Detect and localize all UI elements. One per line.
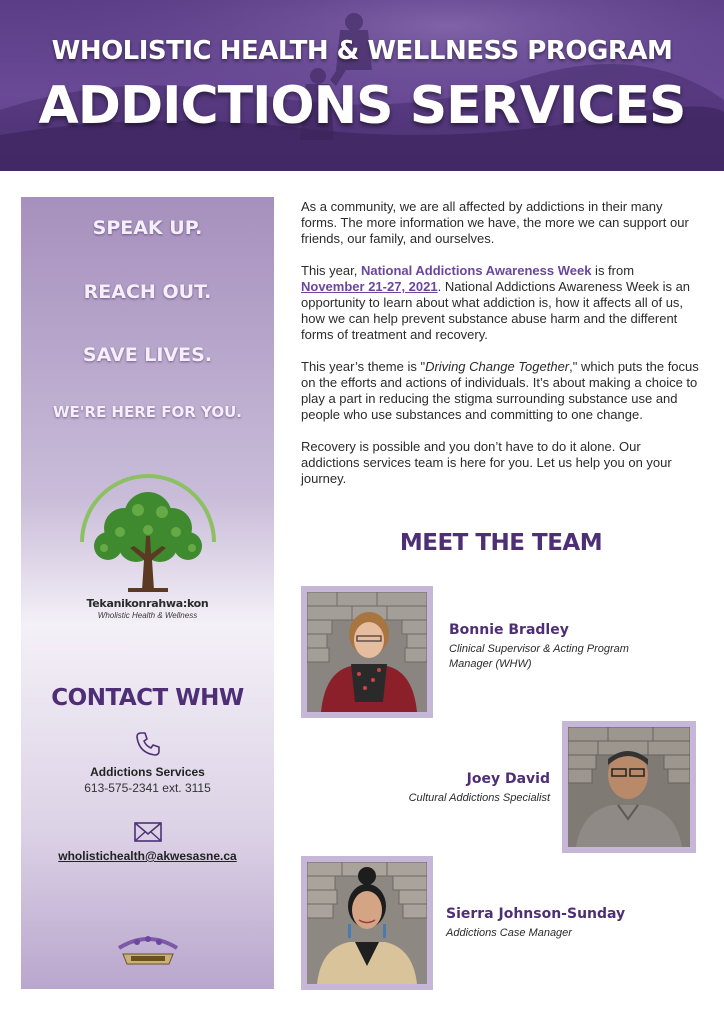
- mail-icon: [134, 822, 162, 842]
- header-subtitle: WHOLISTIC HEALTH & WELLNESS PROGRAM: [51, 36, 673, 66]
- contact-title: CONTACT WHW: [51, 685, 244, 711]
- member-role: Cultural Addictions Specialist: [408, 792, 550, 804]
- intro-text-3a: This year’s theme is ": [301, 359, 426, 374]
- slogan-reach-out: REACH OUT.: [83, 281, 212, 303]
- logo-subtitle: Wholistic Health & Wellness: [97, 611, 198, 620]
- sidebar-panel: [21, 197, 274, 989]
- member-name: Joey David: [466, 771, 550, 787]
- contact-service: Addictions Services: [90, 765, 205, 779]
- event-name: National Addictions Awareness Week: [360, 263, 592, 278]
- theme-name: Driving Change Together: [425, 359, 570, 374]
- tree-logo-icon: [78, 472, 218, 594]
- intro-paragraph-3: [301, 359, 701, 423]
- header-banner: [0, 0, 724, 171]
- member-role: Addictions Case Manager: [446, 927, 572, 939]
- intro-text-1: As a community, we are all affected by addictions in their many forms. The more information we have, the more we can support our friends, our family, and ourselves.: [301, 199, 689, 246]
- intro-article: [301, 199, 701, 503]
- contact-phone[interactable]: 613-575-2341 ext. 3115: [84, 781, 211, 795]
- member-name: Sierra Johnson-Sunday: [446, 906, 626, 922]
- member-name: Bonnie Bradley: [449, 622, 569, 638]
- intro-paragraph-4: [301, 439, 701, 487]
- team-title: MEET THE TEAM: [399, 530, 603, 556]
- intro-paragraph-1: [301, 199, 701, 247]
- member-photo-joey: [562, 721, 696, 853]
- slogan-speak-up: SPEAK UP.: [92, 217, 203, 239]
- portrait-image: [307, 592, 427, 712]
- member-role: Clinical Supervisor & Acting Program Manager (WHW): [449, 643, 629, 670]
- contact-email-link[interactable]: wholistichealth@akwesasne.ca: [58, 849, 237, 863]
- event-dates-link[interactable]: November 21-27, 2021: [301, 279, 438, 294]
- member-photo-sierra: [301, 856, 433, 990]
- intro-paragraph-2: [301, 263, 701, 343]
- page-title: ADDICTIONS SERVICES: [38, 76, 686, 136]
- slogan-here-for-you: WE'RE HERE FOR YOU.: [53, 403, 242, 421]
- member-photo-bonnie: [301, 586, 433, 718]
- intro-text-2b: is from: [591, 263, 635, 278]
- intro-text-3b: ," which puts the focus on the efforts and actions of individuals. It’s about making a choice to play a part in reducing the stigma surrounding substance use and people who use substances and committing to one change.: [301, 359, 699, 422]
- portrait-image: [307, 862, 427, 984]
- portrait-image: [568, 727, 690, 847]
- phone-icon: [135, 731, 161, 757]
- logo-name: Tekanikonrahwa:kon: [86, 597, 209, 610]
- intro-text-2a: This year,: [301, 263, 361, 278]
- intro-text-4: Recovery is possible and you don’t have to do it alone. Our addictions services team is here for you. Let us help you on your journey.: [301, 439, 672, 486]
- intro-text-2c: . National Addictions Awareness Week is an opportunity to learn about what addiction is, how it affects all of us, how we can help prevent substance abuse harm and the different forms of treatment and recovery.: [301, 279, 691, 342]
- organization-badge-icon: [115, 934, 181, 970]
- slogan-save-lives: SAVE LIVES.: [82, 344, 213, 366]
